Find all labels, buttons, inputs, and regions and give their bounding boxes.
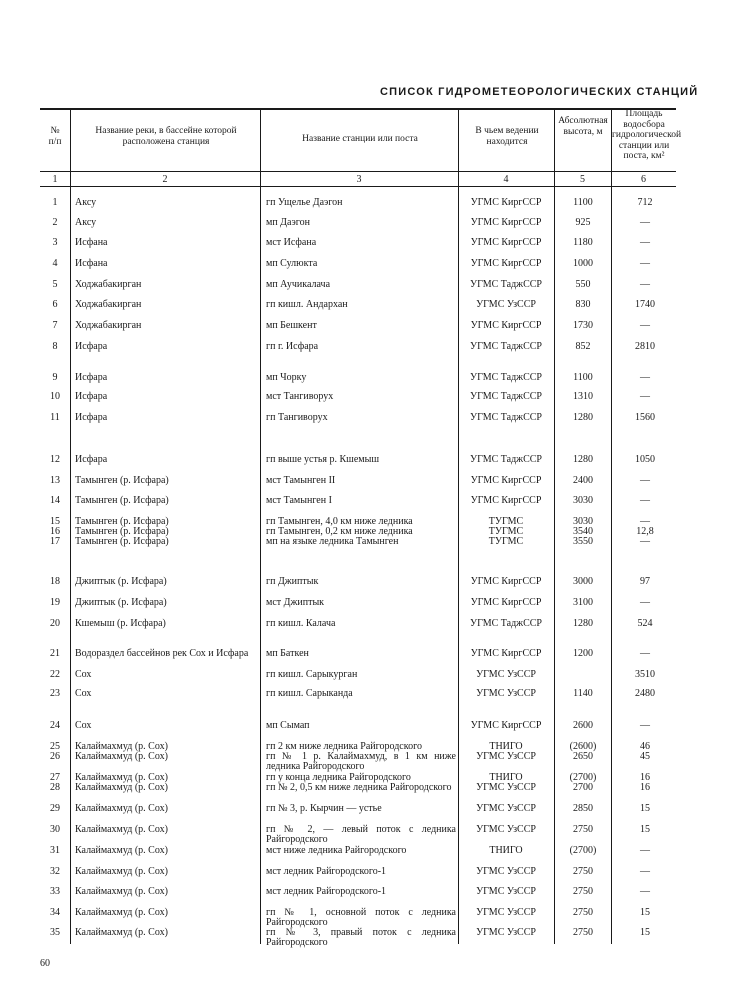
row-number: 21	[50, 648, 60, 659]
catchment-area: 15	[640, 927, 650, 938]
row-number: 33	[50, 886, 60, 897]
organization: УГМС УзССР	[476, 907, 536, 918]
organization: УГМС ТаджССР	[470, 372, 542, 383]
organization: УГМС УзССР	[476, 751, 536, 762]
catchment-area: 712	[637, 197, 653, 208]
river-name: Сох	[75, 720, 92, 731]
organization: УГМС КиргССР	[470, 258, 542, 269]
river-name: Исфара	[75, 454, 108, 465]
row-number: 15	[50, 516, 60, 527]
organization: УГМС КиргССР	[470, 237, 542, 248]
header-river: Название реки, в бассейне которой расположена станция	[95, 126, 237, 147]
organization: УГМС КиргССР	[470, 576, 542, 587]
catchment-area: 1560	[635, 412, 655, 423]
station-name: гп у конца ледника Райгородского	[266, 772, 411, 783]
organization: ТНИГО	[489, 741, 523, 752]
catchment-area: 46	[640, 741, 650, 752]
river-name: Джиптык (р. Исфара)	[75, 597, 167, 608]
station-name: гп № 1 р. Калаймахмуд, в 1 км ниже ледника Райгородского	[266, 751, 456, 772]
table-row	[0, 342, 729, 376]
column-number-rule	[40, 186, 676, 187]
catchment-area: —	[640, 237, 650, 248]
header-num: № п/п	[48, 126, 62, 147]
row-number: 18	[50, 576, 60, 587]
station-name: мп на языке ледника Тамынген	[266, 536, 399, 547]
altitude: 2400	[573, 475, 593, 486]
table-row	[0, 537, 729, 571]
organization: УГМС ТаджССР	[470, 391, 542, 402]
header-rule	[40, 171, 676, 172]
row-number: 29	[50, 803, 60, 814]
river-name: Калаймахмуд (р. Сох)	[75, 927, 168, 938]
station-name: мст ледник Райгородского-1	[266, 886, 387, 897]
row-number: 27	[50, 772, 60, 783]
catchment-area: 97	[640, 576, 650, 587]
altitude: 1280	[573, 412, 593, 423]
row-number: 13	[50, 475, 60, 486]
catchment-area: —	[640, 866, 650, 877]
column-number: 1	[52, 174, 58, 185]
organization: УГМС УзССР	[476, 927, 536, 938]
river-name: Ходжабакирган	[75, 279, 142, 290]
organization: УГМС УзССР	[476, 782, 536, 793]
header-area: Площадь водосбора гидрологической станции или поста, км²	[612, 109, 682, 161]
station-name: мст ледник Райгородского-1	[266, 866, 387, 877]
river-name: Тамынген (р. Исфара)	[75, 516, 169, 527]
river-name: Кшемыш (р. Исфара)	[75, 618, 166, 629]
row-number: 28	[50, 782, 60, 793]
catchment-area: —	[640, 391, 650, 402]
station-name: гп Тамынген, 4,0 км ниже ледника	[266, 516, 413, 527]
river-name: Тамынген (р. Исфара)	[75, 536, 169, 547]
altitude: 2600	[573, 720, 593, 731]
row-number: 23	[50, 688, 60, 699]
river-name: Калаймахмуд (р. Сох)	[75, 803, 168, 814]
altitude: 2750	[573, 824, 593, 835]
station-name: мп Сымап	[266, 720, 310, 731]
column-number: 3	[356, 174, 362, 185]
altitude: 3540	[573, 526, 593, 537]
river-name: Калаймахмуд (р. Сох)	[75, 751, 168, 762]
river-name: Калаймахмуд (р. Сох)	[75, 845, 168, 856]
altitude: 1100	[573, 197, 593, 208]
catchment-area: 2810	[635, 341, 655, 352]
catchment-area: 16	[640, 782, 650, 793]
catchment-area: —	[640, 258, 650, 269]
table-top-rule	[40, 108, 676, 110]
catchment-area: 524	[637, 618, 653, 629]
catchment-area: —	[640, 372, 650, 383]
organization: УГМС УзССР	[476, 803, 536, 814]
altitude: 1280	[573, 454, 593, 465]
row-number: 30	[50, 824, 60, 835]
station-name: мп Сулюкта	[266, 258, 318, 269]
altitude: 2750	[573, 866, 593, 877]
catchment-area: 15	[640, 803, 650, 814]
station-name: гп № 1, основной поток с ледника Райгородского	[266, 907, 456, 928]
station-name: мп Даэгон	[266, 217, 310, 228]
station-name: гп 2 км ниже ледника Райгородского	[266, 741, 422, 752]
altitude: 3030	[573, 516, 593, 527]
river-name: Исфара	[75, 391, 108, 402]
station-name: мст Тамынген II	[266, 475, 336, 486]
organization: УГМС УзССР	[476, 886, 536, 897]
river-name: Сох	[75, 688, 92, 699]
catchment-area: 1740	[635, 299, 655, 310]
river-name: Калаймахмуд (р. Сох)	[75, 772, 168, 783]
organization: УГМС ТаджССР	[470, 279, 542, 290]
altitude: 2650	[573, 751, 593, 762]
organization: УГМС УзССР	[476, 299, 536, 310]
altitude: 1310	[573, 391, 593, 402]
catchment-area: —	[640, 279, 650, 290]
station-name: гп выше устья р. Кшемыш	[266, 454, 380, 465]
catchment-area: —	[640, 217, 650, 228]
catchment-area: 45	[640, 751, 650, 762]
station-name: гп № 3, р. Кырчин — устье	[266, 803, 382, 814]
organization: УГМС КиргССР	[470, 197, 542, 208]
table-row	[0, 689, 729, 723]
river-name: Аксу	[75, 217, 97, 228]
organization: ТУГМС	[488, 526, 524, 537]
altitude: (2700)	[569, 845, 597, 856]
station-name: гп Джиптык	[266, 576, 319, 587]
catchment-area: —	[640, 516, 650, 527]
altitude: 2850	[573, 803, 593, 814]
station-name: гп Тамынген, 0,2 км ниже ледника	[266, 526, 413, 537]
organization: ТНИГО	[489, 772, 523, 783]
organization: УГМС КиргССР	[470, 597, 542, 608]
altitude: 550	[575, 279, 591, 290]
station-name: гп кишл. Сарыкурган	[266, 669, 358, 680]
row-number: 16	[50, 526, 60, 537]
catchment-area: —	[640, 475, 650, 486]
organization: УГМС ТаджССР	[470, 341, 542, 352]
column-number: 6	[641, 174, 646, 185]
river-name: Калаймахмуд (р. Сох)	[75, 886, 168, 897]
row-number: 6	[52, 299, 58, 310]
catchment-area: —	[640, 495, 650, 506]
page-title: СПИСОК ГИДРОМЕТЕОРОЛОГИЧЕСКИХ СТАНЦИЙ	[380, 86, 699, 98]
organization: УГМС УзССР	[476, 688, 536, 699]
row-number: 19	[50, 597, 60, 608]
row-number: 26	[50, 751, 60, 762]
river-name: Тамынген (р. Исфара)	[75, 495, 169, 506]
river-name: Тамынген (р. Исфара)	[75, 475, 169, 486]
organization: УГМС ТаджССР	[470, 412, 542, 423]
river-name: Калаймахмуд (р. Сох)	[75, 824, 168, 835]
station-name: гп г. Исфара	[266, 341, 319, 352]
catchment-area: —	[640, 720, 650, 731]
table-row	[0, 928, 729, 962]
catchment-area: —	[640, 597, 650, 608]
catchment-area: —	[640, 320, 650, 331]
row-number: 25	[50, 741, 60, 752]
river-name: Исфара	[75, 372, 108, 383]
organization: УГМС КиргССР	[470, 475, 542, 486]
river-name: Сох	[75, 669, 92, 680]
column-number: 2	[162, 174, 168, 185]
catchment-area: —	[640, 845, 650, 856]
row-number: 8	[52, 341, 58, 352]
row-number: 17	[50, 536, 60, 547]
altitude: 925	[575, 217, 591, 228]
header-station: Название станции или поста	[302, 134, 418, 144]
river-name: Калаймахмуд (р. Сох)	[75, 866, 168, 877]
row-number: 35	[50, 927, 60, 938]
row-number: 3	[52, 237, 58, 248]
altitude: 830	[575, 299, 591, 310]
row-number: 20	[50, 618, 60, 629]
organization: ТНИГО	[489, 845, 523, 856]
river-name: Водораздел бассейнов рек Сох и Исфара	[75, 648, 249, 659]
column-number: 4	[503, 174, 509, 185]
river-name: Исфана	[75, 237, 108, 248]
station-name: мст Тамынген I	[266, 495, 332, 506]
river-name: Исфара	[75, 412, 108, 423]
river-name: Джиптык (р. Исфара)	[75, 576, 167, 587]
row-number: 32	[50, 866, 60, 877]
header-org: В чьем ведении находится	[475, 126, 539, 147]
altitude: 2750	[573, 886, 593, 897]
altitude: 3000	[573, 576, 593, 587]
organization: УГМС УзССР	[476, 866, 536, 877]
organization: УГМС КиргССР	[470, 720, 542, 731]
altitude: 2750	[573, 927, 593, 938]
altitude: 2750	[573, 907, 593, 918]
organization: УГМС УзССР	[476, 669, 536, 680]
altitude: 1280	[573, 618, 593, 629]
altitude: 1730	[573, 320, 593, 331]
altitude: 1140	[573, 688, 593, 699]
station-name: гп Ущелье Даэгон	[266, 197, 343, 208]
catchment-area: 16	[640, 772, 650, 783]
station-name: гп № 3, правый поток с ледника Райгородского	[266, 927, 456, 948]
row-number: 31	[50, 845, 60, 856]
river-name: Исфара	[75, 341, 108, 352]
station-name: гп кишл. Калача	[266, 618, 336, 629]
altitude: 1000	[573, 258, 593, 269]
river-name: Ходжабакирган	[75, 299, 142, 310]
page-number: 60	[40, 958, 50, 969]
altitude: 3550	[573, 536, 593, 547]
altitude: 2700	[573, 782, 593, 793]
river-name: Калаймахмуд (р. Сох)	[75, 907, 168, 918]
catchment-area: —	[640, 648, 650, 659]
river-name: Калаймахмуд (р. Сох)	[75, 741, 168, 752]
river-name: Исфана	[75, 258, 108, 269]
station-name: гп кишл. Андархан	[266, 299, 348, 310]
station-name: мст Джиптык	[266, 597, 325, 608]
organization: ТУГМС	[488, 536, 524, 547]
row-number: 2	[52, 217, 58, 228]
river-name: Тамынген (р. Исфара)	[75, 526, 169, 537]
organization: УГМС УзССР	[476, 824, 536, 835]
row-number: 9	[52, 372, 58, 383]
catchment-area: 15	[640, 907, 650, 918]
river-name: Ходжабакирган	[75, 320, 142, 331]
altitude: 1180	[573, 237, 593, 248]
organization: УГМС КиргССР	[470, 495, 542, 506]
row-number: 22	[50, 669, 60, 680]
catchment-area: 15	[640, 824, 650, 835]
altitude: 1100	[573, 372, 593, 383]
altitude: (2600)	[569, 741, 597, 752]
row-number: 4	[52, 258, 58, 269]
station-name: гп кишл. Сарыканда	[266, 688, 353, 699]
organization: УГМС ТаджССР	[470, 454, 542, 465]
altitude: 3100	[573, 597, 593, 608]
station-name: мст ниже ледника Райгородского	[266, 845, 407, 856]
header-alt: Абсолютная высота, м	[558, 116, 608, 137]
station-name: гп № 2, 0,5 км ниже ледника Райгородского	[266, 782, 452, 793]
station-name: гп № 2, — левый поток с ледника Райгородского	[266, 824, 456, 845]
row-number: 24	[50, 720, 60, 731]
row-number: 1	[52, 197, 58, 208]
station-name: мп Баткен	[266, 648, 309, 659]
altitude: 852	[575, 341, 591, 352]
row-number: 14	[50, 495, 60, 506]
catchment-area: 1050	[635, 454, 655, 465]
station-name: мст Исфана	[266, 237, 317, 248]
row-number: 34	[50, 907, 60, 918]
organization: УГМС КиргССР	[470, 217, 542, 228]
river-name: Аксу	[75, 197, 97, 208]
row-number: 5	[52, 279, 58, 290]
station-name: мп Чорку	[266, 372, 307, 383]
catchment-area: 2480	[635, 688, 655, 699]
catchment-area: —	[640, 536, 650, 547]
altitude: 3030	[573, 495, 593, 506]
station-name: мст Тангиворух	[266, 391, 334, 402]
table-row	[0, 413, 729, 447]
catchment-area: —	[640, 886, 650, 897]
row-number: 11	[50, 412, 60, 423]
organization: ТУГМС	[488, 516, 524, 527]
row-number: 12	[50, 454, 60, 465]
altitude: 1200	[573, 648, 593, 659]
organization: УГМС КиргССР	[470, 320, 542, 331]
row-number: 10	[50, 391, 60, 402]
row-number: 7	[52, 320, 58, 331]
altitude: (2700)	[569, 772, 597, 783]
station-name: гп Тангиворух	[266, 412, 328, 423]
station-name: мп Бешкент	[266, 320, 317, 331]
station-name: мп Аучикалача	[266, 279, 331, 290]
river-name: Калаймахмуд (р. Сох)	[75, 782, 168, 793]
organization: УГМС ТаджССР	[470, 618, 542, 629]
column-number: 5	[580, 174, 585, 185]
catchment-area: 12,8	[636, 526, 654, 537]
catchment-area: 3510	[635, 669, 655, 680]
organization: УГМС КиргССР	[470, 648, 542, 659]
